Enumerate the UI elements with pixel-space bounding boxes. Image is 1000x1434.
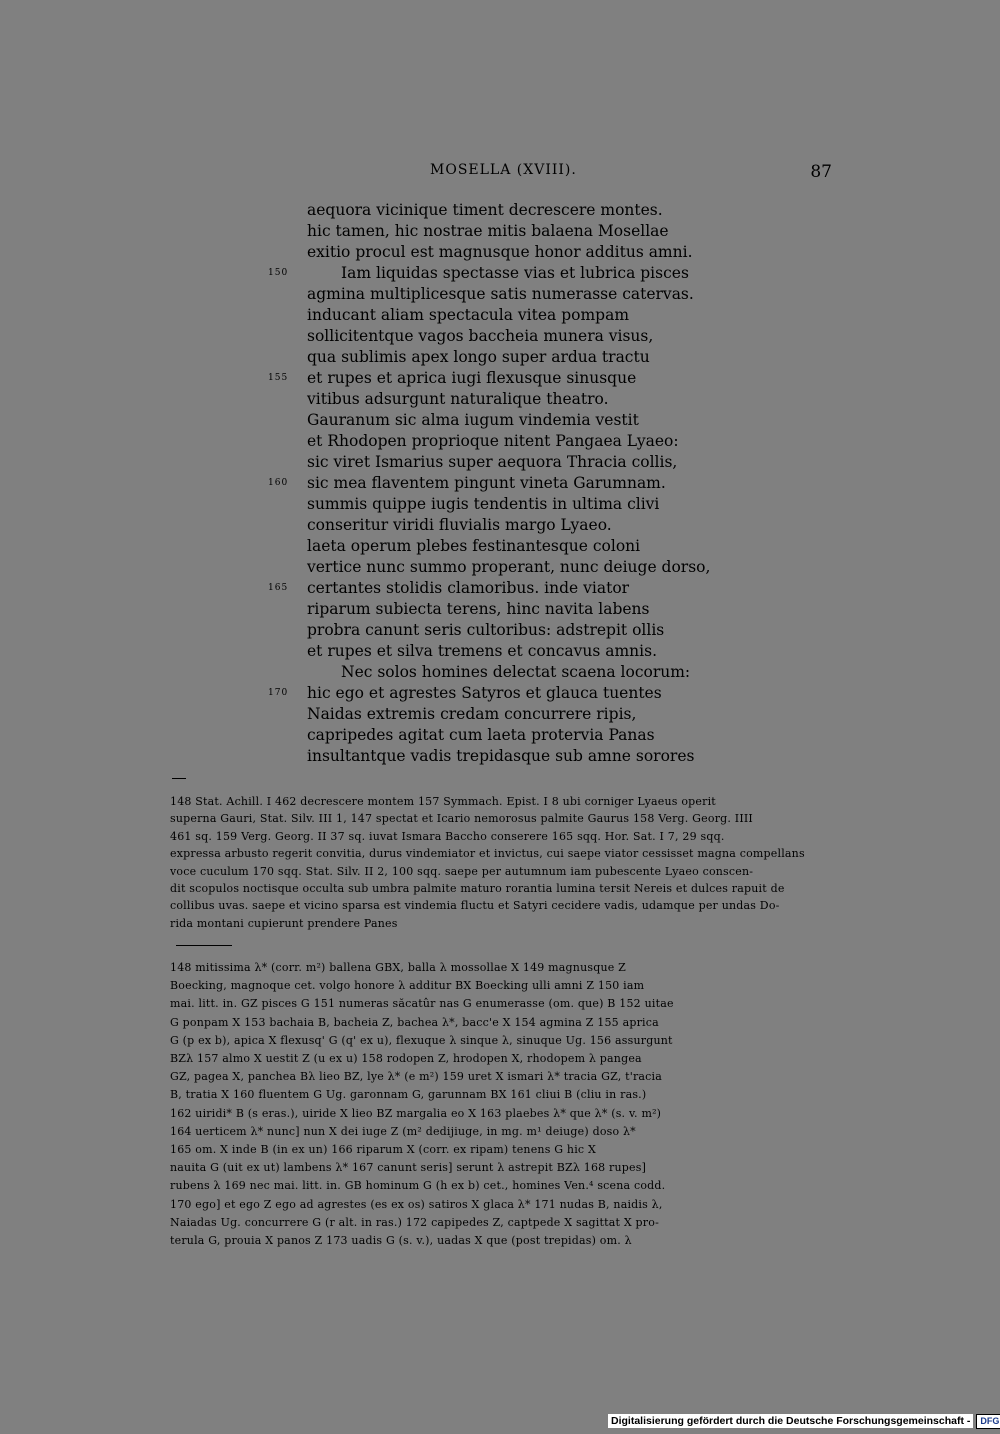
verse-text: agmina multiplicesque satis numerasse catervas. — [307, 285, 694, 303]
similia-note-line: superna Gauri, Stat. Silv. III 1, 147 spectat et Icario nemorosus palmite Gaurus 158 Verg. Georg. IIII — [170, 812, 753, 826]
verse-text: probra canunt seris cultoribus: adstrepit ollis — [307, 621, 665, 639]
apparatus-notes — [170, 959, 830, 1250]
apparatus-note-line: rubens λ 169 nec mai. litt. in. GB hominum G (h ex b) cet., homines Ven.⁴ scena codd. — [170, 1179, 666, 1193]
verse-text: certantes stolidis clamoribus. inde viator — [307, 579, 630, 597]
similia-note-line: 461 sq. 159 Verg. Georg. II 37 sq. iuvat Ismara Baccho conserere 165 sqq. Hor. Sat. I 7, 29 sqq. — [170, 829, 725, 843]
verse-line — [170, 725, 730, 746]
footer-text: Digitalisierung gefördert durch die Deutsche Forschungsgemeinschaft - — [608, 1414, 973, 1428]
apparatus-note-line: 164 uerticem λ* nunc] nun X dei iuge Z (m² dedijiuge, in mg. m¹ deiuge) doso λ* — [170, 1124, 636, 1138]
verse-line — [170, 200, 730, 221]
verse-line — [170, 242, 730, 263]
verse-line — [170, 641, 730, 662]
verse-line — [170, 368, 730, 389]
line-number: 170 — [268, 688, 289, 698]
verse-line — [170, 473, 730, 494]
verse-line — [170, 263, 730, 284]
apparatus-note-line: GZ, pagea X, panchea Bλ lieo BZ, lye λ* (e m²) 159 uret X ismari λ* tracia GZ, t'racia — [170, 1070, 663, 1084]
running-title: MOSELLA (XVIII). — [430, 162, 577, 178]
apparatus-note-line: 170 ego] et ego Z ego ad agrestes (es ex os) satiros X glaca λ* 171 nudas B, naidis λ, — [170, 1197, 663, 1211]
line-number: 150 — [268, 268, 289, 278]
apparatus-note-line: Naiadas Ug. concurrere G (r alt. in ras.) 172 capipedes Z, captpede X sagittat X pro- — [170, 1215, 659, 1229]
verse-text: sic mea flaventem pingunt vineta Garumnam. — [307, 474, 666, 492]
verse-text: insultantque vadis trepidasque sub amne sorores — [307, 747, 695, 765]
verse-text: et rupes et silva tremens et concavus amnis. — [307, 642, 657, 660]
apparatus-note-line: 162 uiridi* B (s eras.), uiride X lieo BZ margalia eo X 163 plaebes λ* que λ* (s. v. m²) — [170, 1106, 662, 1120]
line-number: 160 — [268, 478, 289, 488]
apparatus-note-line: G ponpam X 153 bachaia B, bacheia Z, bachea λ*, bacc'e X 154 agmina Z 155 aprica — [170, 1015, 659, 1029]
verse-line — [170, 515, 730, 536]
verse-text: Gauranum sic alma iugum vindemia vestit — [307, 411, 639, 429]
verse-text: sollicitentque vagos baccheia munera visus, — [307, 327, 654, 345]
verse-text: exitio procul est magnusque honor additus amni. — [307, 243, 693, 261]
apparatus-note-line: 148 mitissima λ* (corr. m²) ballena GBX, balla λ mossollae X 149 magnusque Z — [170, 961, 626, 974]
apparatus-note-line: terula G, prouia X panos Z 173 uadis G (s. v.), uadas X que (post trepidas) om. λ — [170, 1234, 632, 1248]
verse-line — [170, 431, 730, 452]
verse-text: Nec solos homines delectat scaena locorum: — [341, 663, 691, 681]
verse-text: et rupes et aprica iugi flexusque sinusque — [307, 369, 637, 387]
verse-line — [170, 284, 730, 305]
verse-line — [170, 557, 730, 578]
page-number: 87 — [810, 162, 832, 182]
verse-line — [170, 494, 730, 515]
verse-line — [170, 326, 730, 347]
apparatus-divider — [176, 945, 232, 946]
verse-line — [170, 389, 730, 410]
apparatus-note-line: Boecking, magnoque cet. volgo honore λ additur BX Boecking ulli amni Z 150 iam — [170, 979, 645, 993]
verse-line — [170, 662, 730, 683]
verse-text: hic tamen, hic nostrae mitis balaena Mosellae — [307, 222, 669, 240]
verse-line — [170, 452, 730, 473]
apparatus-note-line: G (p ex b), apica X flexusq' G (q' ex u), flexuque λ sinque λ, sinuque Ug. 156 assurgunt — [170, 1033, 673, 1047]
verse-text: hic ego et agrestes Satyros et glauca tuentes — [307, 684, 662, 702]
footer-credit — [608, 1413, 1000, 1429]
verse-text: laeta operum plebes festinantesque coloni — [307, 537, 641, 555]
similia-note-line: collibus uvas. saepe et vicino sparsa est vindemia fluctu et Satyri cecidere vadis, udamque per undas Do- — [170, 899, 780, 913]
dfg-logo-icon: DFG — [976, 1414, 1000, 1429]
similia-note-line: expressa arbusto regerit convitia, durus vindemiator et invictus, cui saepe viator cessisset magna compellans — [170, 847, 805, 861]
verse-text: qua sublimis apex longo super ardua tractu — [307, 348, 650, 366]
verse-line — [170, 578, 730, 599]
verse-text: capripedes agitat cum laeta protervia Panas — [307, 726, 655, 744]
line-number: 155 — [268, 373, 289, 383]
apparatus-note-line: BZλ 157 almo X uestit Z (u ex u) 158 rodopen Z, hrodopen X, rhodopem λ pangea — [170, 1052, 642, 1066]
verse-line — [170, 305, 730, 326]
verse-text: riparum subiecta terens, hinc navita labens — [307, 600, 650, 618]
verse-text: inducant aliam spectacula vitea pompam — [307, 306, 630, 324]
verse-line — [170, 536, 730, 557]
verse-line — [170, 410, 730, 431]
verse-text: summis quippe iugis tendentis in ultima clivi — [307, 495, 660, 513]
verse-text: aequora vicinique timent decrescere montes. — [307, 201, 663, 219]
verse-line — [170, 620, 730, 641]
verse-text: vertice nunc summo properant, nunc deiuge dorso, — [307, 558, 711, 576]
similia-note-line: voce cuculum 170 sqq. Stat. Silv. II 2, 100 sqq. saepe per autumnum iam pubescente Lyaeo conscen- — [170, 864, 754, 878]
verse-text: conseritur viridi fluvialis margo Lyaeo. — [307, 516, 612, 534]
verse-line — [170, 683, 730, 704]
verse-line — [170, 347, 730, 368]
verse-text: Naidas extremis credam concurrere ripis, — [307, 705, 637, 723]
verse-text: Iam liquidas spectasse vias et lubrica pisces — [341, 264, 689, 282]
similia-note-line: 148 Stat. Achill. I 462 decrescere montem 157 Symmach. Epist. I 8 ubi corniger Lyaeus operit — [170, 795, 716, 808]
verse-block — [170, 200, 730, 767]
verse-line — [170, 704, 730, 725]
line-number: 165 — [268, 583, 289, 593]
verse-text: vitibus adsurgunt naturalique theatro. — [307, 390, 609, 408]
verse-line — [170, 221, 730, 242]
verse-text: sic viret Ismarius super aequora Thracia collis, — [307, 453, 678, 471]
page-header — [170, 162, 832, 182]
notes-divider — [172, 778, 186, 779]
similia-note-line: dit scopulos noctisque occulta sub umbra palmite maturo rorantia lumina tersit Nereis et dulces rapuit de — [170, 882, 785, 896]
apparatus-note-line: B, tratia X 160 fluentem G Ug. garonnam G, garunnam BX 161 cliui B (cliu in ras.) — [170, 1088, 647, 1102]
verse-line — [170, 599, 730, 620]
apparatus-note-line: 165 om. X inde B (in ex un) 166 riparum X (corr. ex ripam) tenens G hic X — [170, 1143, 597, 1157]
apparatus-note-line: mai. litt. in. GZ pisces G 151 numeras săcatûr nas G enumerasse (om. que) B 152 uitae — [170, 997, 674, 1011]
verse-line — [170, 746, 730, 767]
similia-notes — [170, 793, 830, 932]
apparatus-note-line: nauita G (uit ex ut) lambens λ* 167 canunt seris] serunt λ astrepit BZλ 168 rupes] — [170, 1161, 647, 1175]
verse-text: et Rhodopen proprioque nitent Pangaea Lyaeo: — [307, 432, 679, 450]
similia-note-line: rida montani cupierunt prendere Panes — [170, 916, 398, 930]
